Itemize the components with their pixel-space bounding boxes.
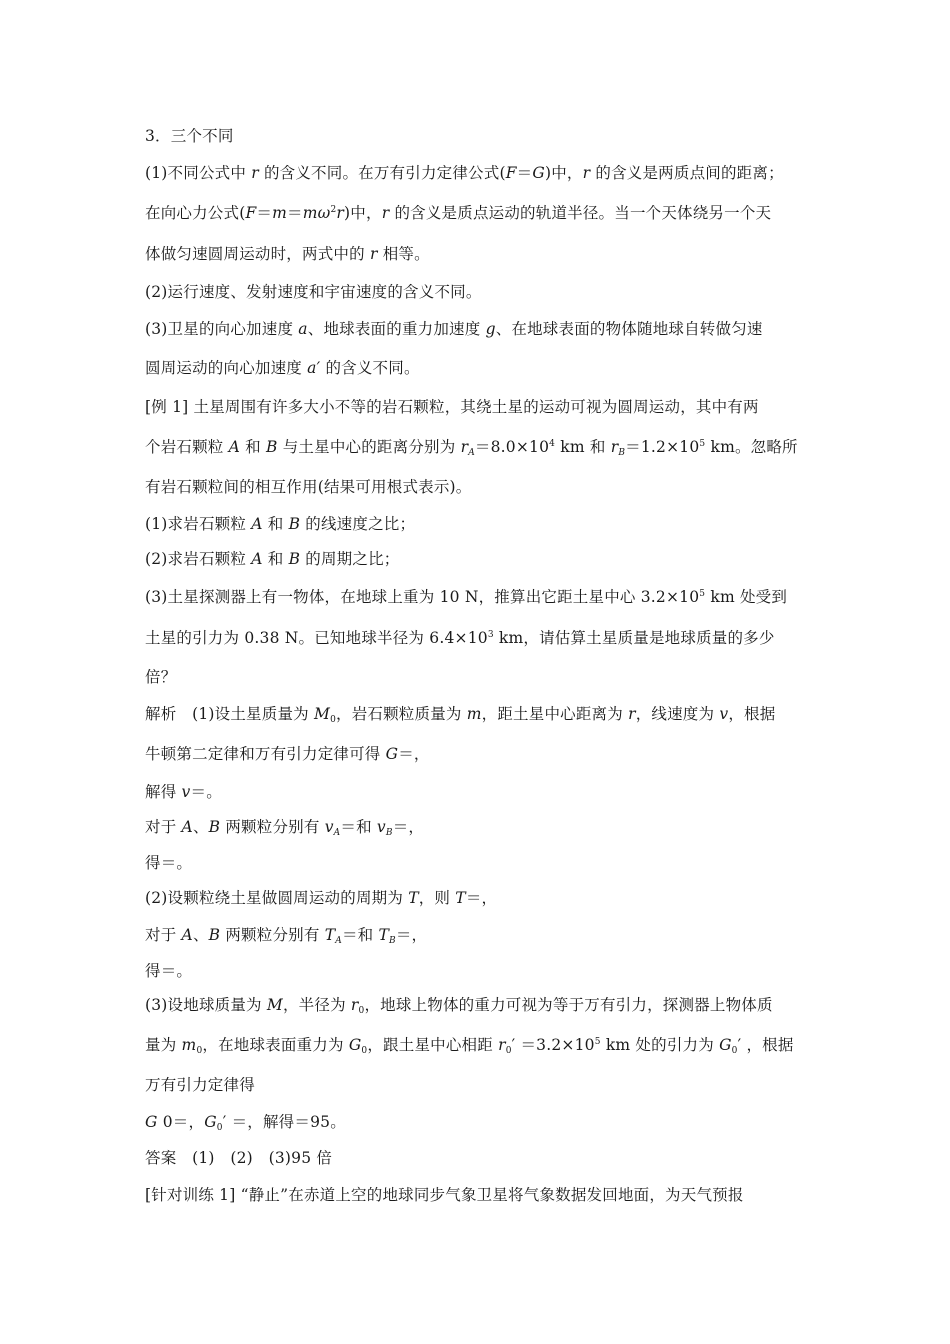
example1-question3-line1: (3)土星探测器上有一物体，在地球上重为 10 N，推算出它距土星中心 $3.2\times 10^5$ km 处受到 <box>145 588 788 606</box>
example1-question3-line2: 土星的引力为 0.38 N。已知地球半径为 $6.4\times 10^3$ km，请估算土星质量是地球质量的多少 <box>145 629 775 647</box>
example1-line3: 有岩石颗粒间的相互作用(结果可用根式表示)。 <box>145 478 472 496</box>
point2-line: (2)运行速度、发射速度和宇宙速度的含义不同。 <box>145 283 482 301</box>
analysis-line5: 得＝。 <box>145 854 193 872</box>
training1-line: [针对训练 1] “静止”在赤道上空的地球同步气象卫星将气象数据发回地面，为天气预报 <box>145 1186 744 1204</box>
point1-line1: (1)不同公式中 r 的含义不同。在万有引力定律公式(F＝G)中，r 的含义是两质点间的距离； <box>145 164 784 182</box>
example1-question1: (1)求岩石颗粒 A 和 B 的线速度之比； <box>145 515 416 533</box>
analysis-line7: 对于 A、B 两颗粒分别有 $T_A=$和 $T_B=$， <box>145 926 428 946</box>
analysis-line6: (2)设颗粒绕土星做圆周运动的周期为 T，则 T＝， <box>145 889 498 907</box>
analysis-line12: G 0＝，$G_0'$ ＝，解得＝95。 <box>145 1113 346 1133</box>
point3-line1: (3)卫星的向心加速度 a、地球表面的重力加速度 g、在地球表面的物体随地球自转做匀速 <box>145 320 763 338</box>
example1-line1: [例 1] 土星周围有许多大小不等的岩石颗粒，其绕土星的运动可视为圆周运动，其中有两 <box>145 398 759 416</box>
analysis-line2: 牛顿第二定律和万有引力定律可得 G＝， <box>145 745 430 763</box>
example1-question3-line3: 倍？ <box>145 668 177 686</box>
analysis-line4: 对于 A、B 两颗粒分别有 $v_A=$和 $v_B=$， <box>145 818 425 838</box>
example1-line2: 个岩石颗粒 A 和 B 与土星中心的距离分别为 $r_A=8.0\times 10^4$ km 和 $r_B=1.2\times 10^5$ km。忽略所 <box>145 438 798 458</box>
analysis-line1: 解析 (1)设土星质量为 $M_0$，岩石颗粒质量为 m，距土星中心距离为 r，线速度为 v，根据 <box>145 705 776 725</box>
section-heading: 3．三个不同 <box>145 127 234 145</box>
analysis-line11: 万有引力定律得 <box>145 1076 255 1094</box>
point1-line2: 在向心力公式$(F=m=m\omega^2r)$中，r 的含义是质点运动的轨道半径。当一个天体绕另一个天 <box>145 204 772 222</box>
analysis-line8: 得＝。 <box>145 962 193 980</box>
analysis-line3: 解得 v＝。 <box>145 783 222 801</box>
answer-line: 答案 (1) (2) (3)95 倍 <box>145 1149 333 1167</box>
point3-line2: 圆周运动的向心加速度 a′ 的含义不同。 <box>145 359 420 377</box>
example1-question2: (2)求岩石颗粒 A 和 B 的周期之比； <box>145 550 400 568</box>
point1-line3: 体做匀速圆周运动时，两式中的 r 相等。 <box>145 245 430 263</box>
analysis-line9: (3)设地球质量为 M，半径为 $r_0$，地球上物体的重力可视为等于万有引力，探测器上物体质 <box>145 996 773 1016</box>
analysis-line10: 量为 $m_0$，在地球表面重力为 $G_0$，跟土星中心相距 $r_0' =3.2\times 10^5$ km 处的引力为 $G_0'$ ，根据 <box>145 1036 794 1056</box>
